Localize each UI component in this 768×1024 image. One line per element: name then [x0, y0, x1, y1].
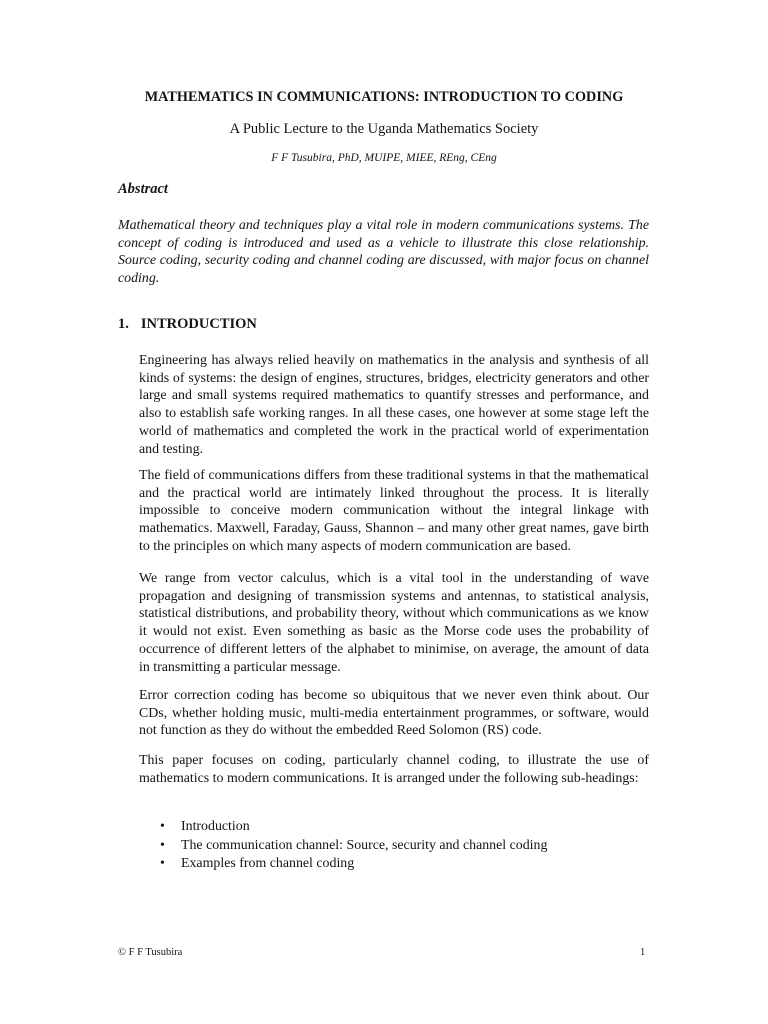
bullet-icon: •: [160, 819, 165, 834]
abstract-text: Mathematical theory and techniques play a vital role in modern communications systems. The concept of coding is introduced and used as a vehicle to illustrate this close relationship. Source coding, security coding and channel coding are discussed, with major focus on channel coding.: [118, 218, 649, 287]
section-title: INTRODUCTION: [140, 316, 257, 332]
abstract-heading: Abstract: [118, 181, 168, 197]
footer-copyright: © F F Tusubira: [118, 947, 183, 958]
document-subtitle: A Public Lecture to the Uganda Mathematics Society: [229, 121, 539, 137]
list-item-text: Introduction: [181, 819, 250, 834]
bullet-list: [160, 818, 547, 874]
list-item: [160, 855, 547, 874]
page-number: 1: [640, 947, 646, 958]
list-item-text: Examples from channel coding: [181, 856, 355, 871]
document-title: MATHEMATICS IN COMMUNICATIONS: INTRODUCTION TO CODING: [144, 89, 624, 105]
bullet-icon: •: [160, 837, 165, 853]
list-item: [160, 837, 547, 856]
body-paragraph: This paper focuses on coding, particularly channel coding, to illustrate the use of mathematics to modern communications. It is arranged under the following sub-headings:: [139, 753, 649, 786]
section-number: 1.: [118, 316, 129, 332]
body-paragraph: Engineering has always relied heavily on mathematics in the analysis and synthesis of all kinds of systems: the design of engines, structures, bridges, electricity generators and other large and small systems required mathematics to quantify stresses and performance, and also to establish safe working ranges. In all these cases, one however at some stage left the world of mathematics and completed the work in the practical world of experimentation and testing.: [139, 353, 649, 457]
list-item-text: The communication channel: Source, security and channel coding: [181, 837, 548, 853]
body-paragraph: We range from vector calculus, which is a vital tool in the understanding of wave propagation and designing of transmission systems and antennas, to statistical analysis, statistical distributions, and probability theory, without which communications as we know it would not exist. Even something as basic as the Morse code uses the probability of occurrence of different letters of the alphabet to minimise, on average, the amount of data in transmitting a particular message.: [139, 571, 649, 675]
body-paragraph: The field of communications differs from these traditional systems in that the mathematical and the practical world are intimately linked throughout the process. It is literally impossible to conceive modern communication without the integral linkage with mathematics. Maxwell, Faraday, Gauss, Shannon – and many other great names, gave birth to the principles on which many aspects of modern communication are based.: [139, 468, 649, 554]
author-line: F F Tusubira, PhD, MUIPE, MIEE, REng, CEng: [271, 152, 497, 164]
body-paragraph: Error correction coding has become so ubiquitous that we never even think about. Our CDs, whether holding music, multi-media entertainment programmes, or software, would not function as they do without the embedded Reed Solomon (RS) code.: [139, 688, 649, 739]
bullet-icon: •: [160, 856, 165, 871]
list-item: [160, 818, 547, 837]
section-heading: [118, 316, 257, 333]
